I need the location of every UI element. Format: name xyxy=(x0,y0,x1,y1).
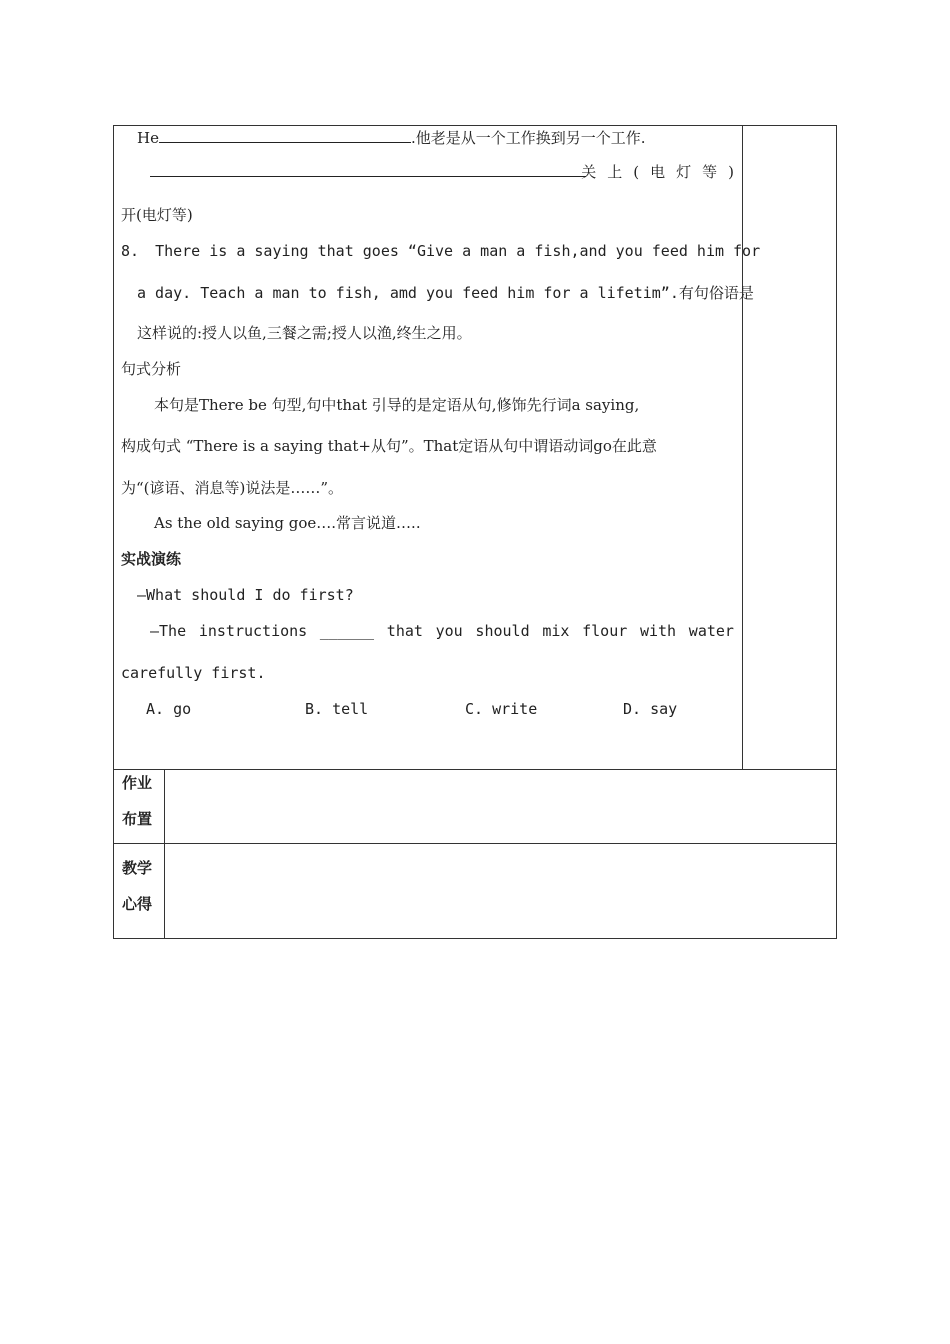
option-d: D. say xyxy=(623,700,678,718)
saying-text-1-content: There is a saying that goes “Give a man a fish,and you feed him for xyxy=(155,242,761,260)
reflection-label-2: 心得 xyxy=(122,895,153,913)
answer-blank-1 xyxy=(159,128,411,143)
line-saying-translation: 这样说的:授人以鱼,三餐之需;授人以渔,终生之用。 xyxy=(137,324,472,342)
row-divider-2 xyxy=(113,843,837,844)
analysis-line-2: 构成句式 “There is a saying that+从句”。That定语从句中谓语动词go在此意 xyxy=(121,437,657,455)
question-line-3: carefully first. xyxy=(121,664,266,682)
item-number: 8. xyxy=(121,242,140,260)
line-saying-2: a day. Teach a man to fish, amd you feed him for a lifetim”.有句俗语是 xyxy=(137,284,754,302)
option-c: C. write xyxy=(465,700,538,718)
label-column-divider xyxy=(164,769,165,939)
homework-label-1: 作业 xyxy=(122,774,153,792)
q-word-0: —The xyxy=(150,622,187,640)
option-b: B. tell xyxy=(305,700,369,718)
answer-blank-2 xyxy=(150,162,586,177)
q-word-5: should xyxy=(475,622,530,640)
homework-label-2: 布置 xyxy=(122,810,153,828)
line-saying-1 xyxy=(121,241,761,261)
q-blank: ______ xyxy=(319,622,375,640)
right-column-divider xyxy=(742,125,743,770)
as-the-saying-line: As the old saying goe….常言说道….. xyxy=(154,514,421,532)
line-turn-on: 开(电灯等) xyxy=(121,206,193,224)
row-divider-1 xyxy=(113,769,837,770)
analysis-line-1: 本句是There be 句型,句中that 引导的是定语从句,修饰先行词a saying, xyxy=(154,396,640,414)
q-word-9: water xyxy=(688,622,734,640)
q-word-7: flour xyxy=(582,622,628,640)
turn-off-meaning: 关上(电灯等) xyxy=(581,163,745,181)
heading-practice: 实战演练 xyxy=(121,550,182,568)
q-word-1: instructions xyxy=(198,622,308,640)
saying-text-1 xyxy=(155,241,760,261)
line-he-blank xyxy=(137,128,646,148)
option-a: A. go xyxy=(146,700,192,718)
q-word-8: with xyxy=(639,622,677,640)
q-word-6: mix xyxy=(542,622,570,640)
question-line-2 xyxy=(150,621,734,641)
line-turn-off xyxy=(150,162,745,182)
heading-sentence-analysis: 句式分析 xyxy=(121,360,182,378)
he-translation: .他老是从一个工作换到另一个工作. xyxy=(410,129,646,147)
reflection-label-1: 教学 xyxy=(122,859,153,877)
analysis-line-3: 为“(谚语、消息等)说法是……”。 xyxy=(121,479,344,497)
he-prefix: He xyxy=(137,129,159,147)
question-line-1: —What should I do first? xyxy=(137,586,354,604)
q-word-3: that xyxy=(386,622,423,640)
q-word-4: you xyxy=(435,622,463,640)
